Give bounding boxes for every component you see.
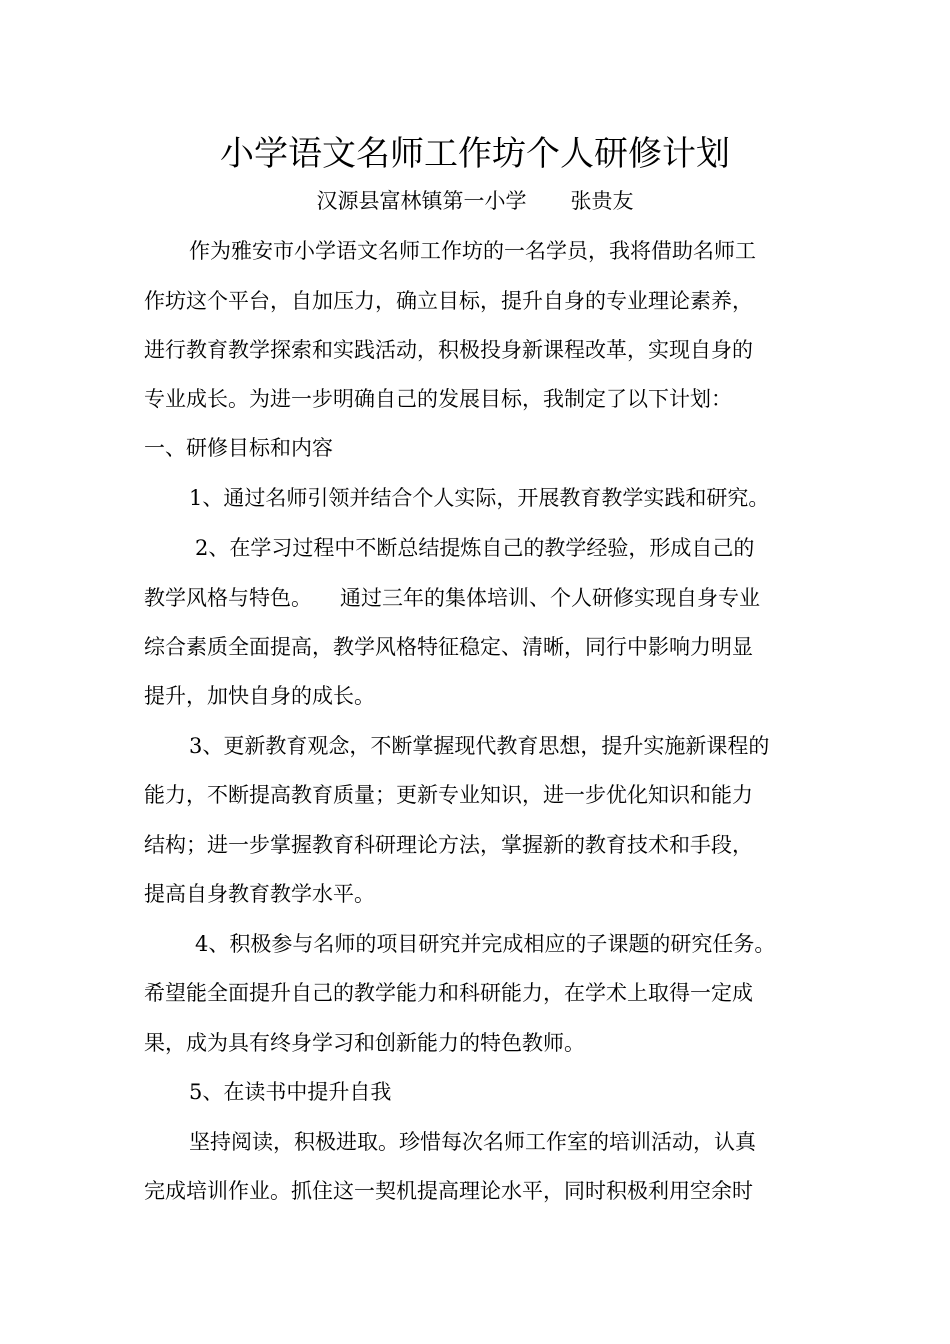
author-name: 张贵友 (570, 189, 634, 213)
paragraph-line: 进行教育教学探索和实践活动，积极投身新课程改革，实现自身的 (144, 338, 753, 362)
author-school: 汉源县富林镇第一小学 (316, 189, 527, 213)
paragraph-line: 能力，不断提高教育质量；更新专业知识，进一步优化知识和能力 (144, 783, 753, 807)
paragraph-line: 作为雅安市小学语文名师工作坊的一名学员，我将借助名师工 (189, 239, 756, 263)
list-item: 1、通过名师引领并结合个人实际，开展教育教学实践和研究。 (189, 486, 770, 510)
paragraph-line: 综合素质全面提高，教学风格特征稳定、清晰，同行中影响力明显 (144, 635, 753, 659)
list-item: 4、积极参与名师的项目研究并完成相应的子课题的研究任务。 (195, 932, 776, 956)
paragraph-line: 坚持阅读，积极进取。珍惜每次名师工作室的培训活动，认真 (189, 1130, 756, 1154)
paragraph-line (144, 583, 760, 613)
paragraph-line: 提升，加快自身的成长。 (144, 684, 375, 708)
paragraph-line: 完成培训作业。抓住这一契机提高理论水平，同时积极利用空余时 (144, 1179, 753, 1203)
document-title: 小学语文名师工作坊个人研修计划 (220, 134, 730, 174)
section-heading: 一、研修目标和内容 (144, 436, 333, 460)
paragraph-segment: 通过三年的集体培训、个人研修实现自身专业 (340, 586, 760, 610)
paragraph-line: 提高自身教育教学水平。 (144, 882, 375, 906)
paragraph-line: 果，成为具有终身学习和创新能力的特色教师。 (144, 1031, 585, 1055)
paragraph-segment: 教学风格与特色。 (144, 586, 312, 610)
list-item: 3、更新教育观念，不断掌握现代教育思想，提升实施新课程的 (189, 734, 770, 758)
list-item: 5、在读书中提升自我 (189, 1080, 392, 1104)
paragraph-line: 结构；进一步掌握教育科研理论方法，掌握新的教育技术和手段， (144, 833, 753, 857)
paragraph-line: 希望能全面提升自己的教学能力和科研能力，在学术上取得一定成 (144, 981, 753, 1005)
author-line (0, 186, 950, 216)
paragraph-line: 作坊这个平台，自加压力，确立目标，提升自身的专业理论素养， (144, 289, 753, 313)
paragraph-line: 专业成长。为进一步明确自己的发展目标，我制定了以下计划： (144, 387, 732, 411)
list-item: 2、在学习过程中不断总结提炼自己的教学经验，形成自己的 (195, 536, 755, 560)
